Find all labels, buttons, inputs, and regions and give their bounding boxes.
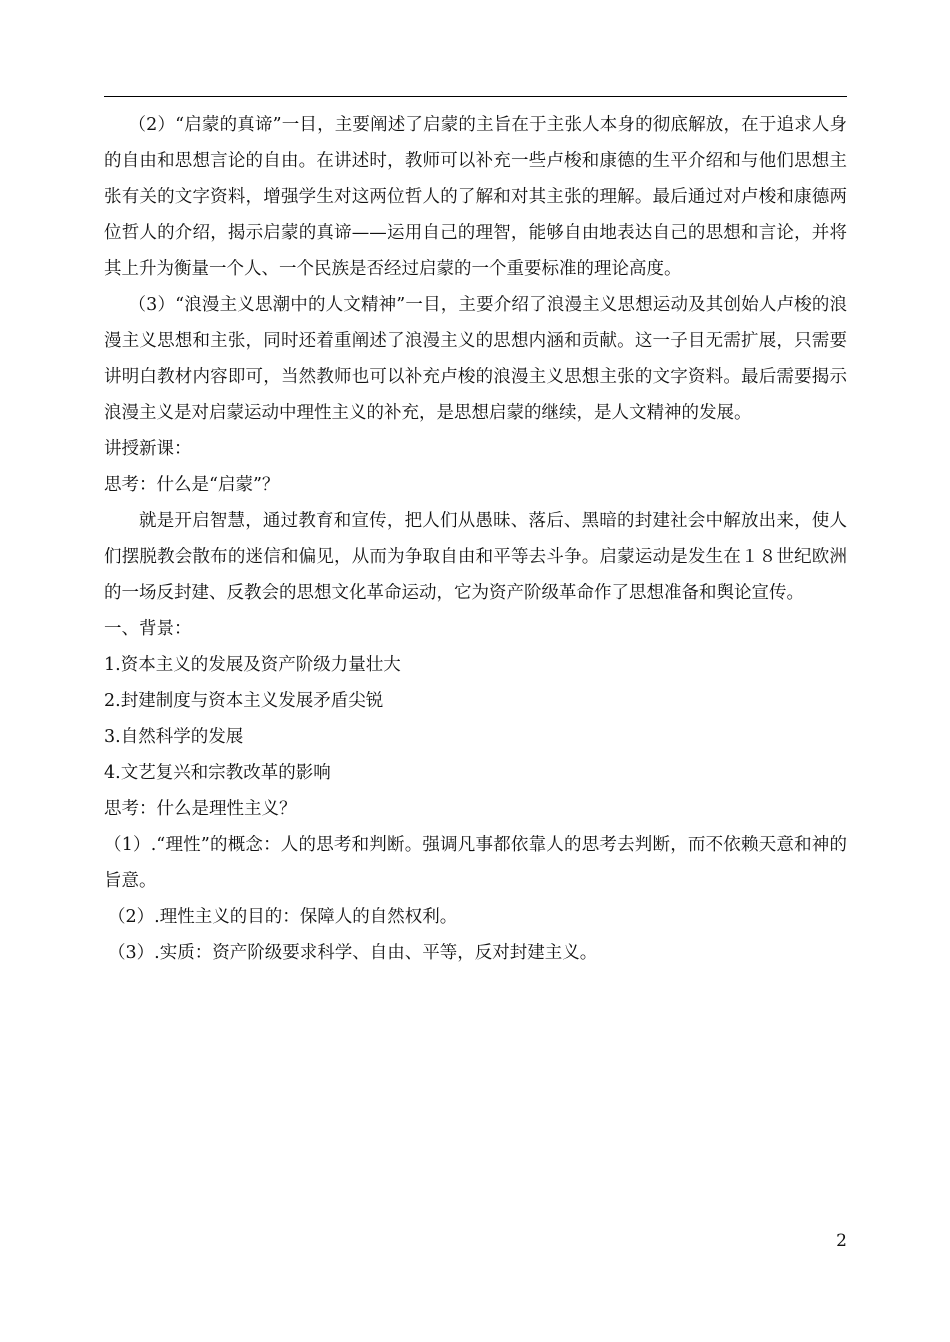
heading-new-lesson: 讲授新课： [104,439,192,459]
list-item-background-2: 2.封建制度与资本主义发展矛盾尖锐 [104,691,384,711]
rationalism-point-1: （1）.“理性”的概念：人的思考和判断。强调凡事都依靠人的思考去判断，而不依赖天意和神的旨意。 [104,835,847,891]
rationalism-point-2: （2）.理性主义的目的：保障人的自然权利。 [108,907,458,927]
paragraph-enlightenment-definition: 就是开启智慧，通过教育和宣传，把人们从愚昧、落后、黑暗的封建社会中解放出来，使人们摆脱教会散布的迷信和偏见，从而为争取自由和平等去斗争。启蒙运动是发生在１８世纪欧洲的一场反封建、反教会的思想文化革命运动，它为资产阶级革命作了思想准备和舆论宣传。 [104,511,847,603]
list-item-background-1: 1.资本主义的发展及资产阶级力量壮大 [104,655,401,675]
paragraph-enlightenment-essence: （2）“启蒙的真谛”一目，主要阐述了启蒙的主旨在于主张人本身的彻底解放，在于追求人身的自由和思想言论的自由。在讲述时，教师可以补充一些卢梭和康德的生平介绍和与他们思想主张有关的文字资料，增强学生对这两位哲人的了解和对其主张的理解。最后通过对卢梭和康德两位哲人的介绍，揭示启蒙的真谛——运用自己的理智，能够自由地表达自己的思想和言论，并将其上升为衡量一个人、一个民族是否经过启蒙的一个重要标准的理论高度。 [104,115,847,279]
question-what-is-enlightenment: 思考：什么是“启蒙”？ [104,475,280,495]
list-item-background-3: 3.自然科学的发展 [104,727,244,747]
list-item-background-4: 4.文艺复兴和宗教改革的影响 [104,763,331,783]
rationalism-point-3: （3）.实质：资产阶级要求科学、自由、平等，反对封建主义。 [108,943,598,963]
header-rule [104,96,847,97]
document-body [104,107,847,971]
page-number: 2 [836,1231,847,1251]
paragraph-romanticism: （3）“浪漫主义思潮中的人文精神”一目，主要介绍了浪漫主义思想运动及其创始人卢梭的浪漫主义思想和主张，同时还着重阐述了浪漫主义的思想内涵和贡献。这一子目无需扩展，只需要讲明白教材内容即可，当然教师也可以补充卢梭的浪漫主义思想主张的文字资料。最后需要揭示浪漫主义是对启蒙运动中理性主义的补充，是思想启蒙的继续，是人文精神的发展。 [104,295,847,423]
question-what-is-rationalism: 思考：什么是理性主义？ [104,799,297,819]
heading-background: 一、背景： [104,619,192,639]
